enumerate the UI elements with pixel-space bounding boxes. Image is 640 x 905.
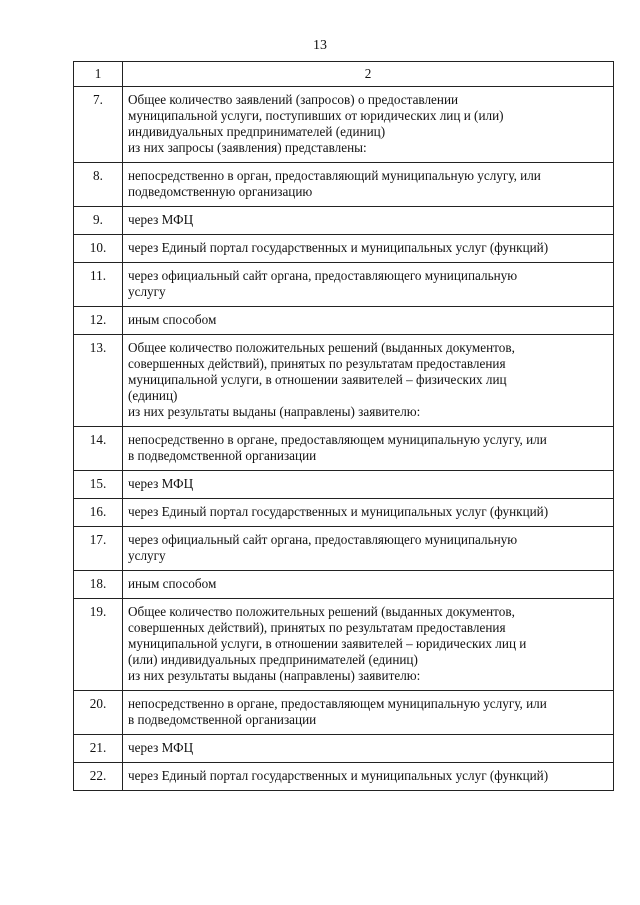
table-row — [74, 599, 614, 691]
row-number: 13. — [74, 335, 123, 427]
row-description — [123, 307, 614, 335]
row-number: 21. — [74, 735, 123, 763]
row-number: 15. — [74, 471, 123, 499]
row-description — [123, 471, 614, 499]
row-number: 14. — [74, 427, 123, 471]
row-description — [123, 207, 614, 235]
row-text-line: иным способом — [128, 312, 217, 327]
row-text-line: услугу — [128, 548, 166, 563]
row-text-line: совершенных действий), принятых по результатам предоставления — [128, 356, 506, 371]
table-row — [74, 571, 614, 599]
row-text-line: через официальный сайт органа, предоставляющего муниципальную — [128, 268, 518, 283]
row-text-line: непосредственно в органе, предоставляющем муниципальную услугу, или — [128, 432, 547, 447]
row-number: 17. — [74, 527, 123, 571]
row-number: 22. — [74, 763, 123, 791]
row-text-line: через МФЦ — [128, 212, 194, 227]
row-description — [123, 235, 614, 263]
row-text-line: (или) индивидуальных предпринимателей (единиц) — [128, 652, 418, 667]
row-text-line: из них результаты выданы (направлены) заявителю: — [128, 668, 421, 683]
header-col-text: 2 — [123, 62, 614, 87]
table-row — [74, 527, 614, 571]
table-row — [74, 207, 614, 235]
row-number: 11. — [74, 263, 123, 307]
row-text-line: в подведомственной организации — [128, 712, 317, 727]
table-row — [74, 691, 614, 735]
header-col-number: 1 — [74, 62, 123, 87]
page-number: 13 — [313, 38, 327, 53]
row-text-line: подведомственную организацию — [128, 184, 313, 199]
row-description — [123, 571, 614, 599]
row-text-line: муниципальной услуги, в отношении заявителей – физических лиц — [128, 372, 507, 387]
row-description — [123, 527, 614, 571]
row-description — [123, 763, 614, 791]
row-number: 8. — [74, 163, 123, 207]
row-text-line: муниципальной услуги, в отношении заявителей – юридических лиц и — [128, 636, 527, 651]
row-number: 20. — [74, 691, 123, 735]
table-row — [74, 263, 614, 307]
row-text-line: услугу — [128, 284, 166, 299]
row-number: 19. — [74, 599, 123, 691]
row-text-line: из них результаты выданы (направлены) заявителю: — [128, 404, 421, 419]
row-description — [123, 735, 614, 763]
table-row — [74, 335, 614, 427]
row-text-line: через Единый портал государственных и муниципальных услуг (функций) — [128, 240, 549, 255]
row-text-line: (единиц) — [128, 388, 178, 403]
row-text-line: Общее количество заявлений (запросов) о предоставлении — [128, 92, 459, 107]
table-body — [74, 62, 614, 791]
row-number: 18. — [74, 571, 123, 599]
row-text-line: через Единый портал государственных и муниципальных услуг (функций) — [128, 768, 549, 783]
row-text-line: через МФЦ — [128, 476, 194, 491]
row-description — [123, 87, 614, 163]
row-text-line: через официальный сайт органа, предоставляющего муниципальную — [128, 532, 518, 547]
row-text-line: в подведомственной организации — [128, 448, 317, 463]
table-row — [74, 307, 614, 335]
row-text-line: индивидуальных предпринимателей (единиц) — [128, 124, 386, 139]
table-row — [74, 499, 614, 527]
row-text-line: через Единый портал государственных и муниципальных услуг (функций) — [128, 504, 549, 519]
row-number: 9. — [74, 207, 123, 235]
row-text-line: из них запросы (заявления) представлены: — [128, 140, 367, 155]
row-description — [123, 263, 614, 307]
table-row — [74, 87, 614, 163]
row-number: 16. — [74, 499, 123, 527]
table-row — [74, 427, 614, 471]
table-row — [74, 471, 614, 499]
row-number: 7. — [74, 87, 123, 163]
row-text-line: иным способом — [128, 576, 217, 591]
row-number: 12. — [74, 307, 123, 335]
row-text-line: муниципальной услуги, поступивших от юридических лиц и (или) — [128, 108, 504, 123]
row-description — [123, 427, 614, 471]
row-text-line: непосредственно в органе, предоставляющем муниципальную услугу, или — [128, 696, 547, 711]
row-text-line: через МФЦ — [128, 740, 194, 755]
row-text-line: совершенных действий), принятых по результатам предоставления — [128, 620, 506, 635]
table-row — [74, 235, 614, 263]
row-number: 10. — [74, 235, 123, 263]
row-description — [123, 335, 614, 427]
row-description — [123, 163, 614, 207]
row-description — [123, 599, 614, 691]
table-row — [74, 735, 614, 763]
row-description — [123, 691, 614, 735]
report-table — [73, 61, 614, 791]
table-row — [74, 163, 614, 207]
row-text-line: Общее количество положительных решений (выданных документов, — [128, 340, 515, 355]
row-text-line: непосредственно в орган, предоставляющий муниципальную услугу, или — [128, 168, 541, 183]
table-header-row — [74, 62, 614, 87]
row-description — [123, 499, 614, 527]
table-row — [74, 763, 614, 791]
row-text-line: Общее количество положительных решений (выданных документов, — [128, 604, 515, 619]
